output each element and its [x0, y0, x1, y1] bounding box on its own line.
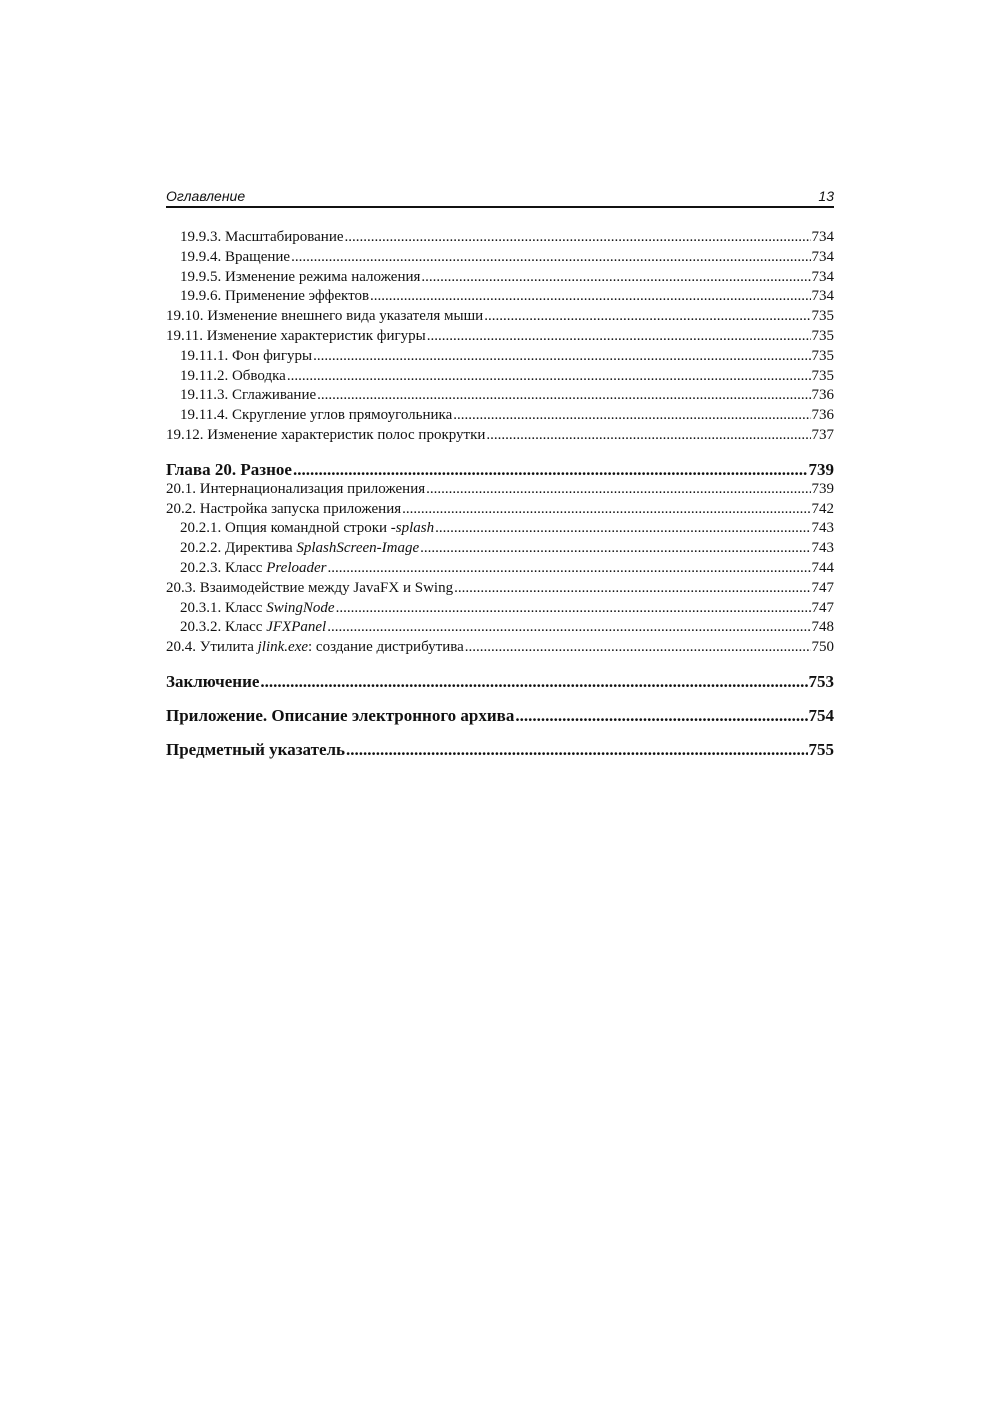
- toc-entry-label: [180, 599, 335, 619]
- toc-entry-label: 19.11.3. Сглаживание: [180, 387, 317, 404]
- toc-entry: [166, 228, 834, 248]
- toc-entry-page: 734: [811, 248, 834, 265]
- toc-chapter: [166, 740, 834, 760]
- toc-entry-label: 19.10. Изменение внешнего вида указателя мыши: [166, 308, 484, 325]
- toc-entry-italic: -splash: [390, 520, 435, 537]
- toc-entry: [166, 559, 834, 579]
- toc-entry-prefix: 20.2.2. Директива: [180, 540, 297, 557]
- toc-entry-page: 748: [811, 619, 834, 636]
- toc-chapter-label: Приложение. Описание электронного архива: [166, 705, 515, 725]
- dot-leader: [370, 287, 810, 307]
- toc-entry-label: [180, 559, 326, 579]
- toc-entry-suffix: : создание дистрибутива: [308, 639, 464, 656]
- dot-leader: [486, 426, 810, 446]
- toc-entry-label: 19.9.3. Масштабирование: [180, 229, 344, 245]
- toc-entry-page: 735: [811, 327, 834, 344]
- dot-leader: [327, 618, 810, 638]
- toc-entry-prefix: 20.2.3. Класс: [180, 559, 267, 576]
- dot-leader: [421, 268, 810, 288]
- dot-leader: [402, 500, 810, 520]
- toc-entry-label: 19.11.1. Фон фигуры: [180, 347, 313, 364]
- toc-chapter-page: 739: [808, 459, 834, 479]
- dot-leader: [515, 706, 807, 726]
- toc-entry: [166, 638, 834, 658]
- toc-entry-label: 19.9.4. Вращение: [180, 248, 291, 265]
- dot-leader: [346, 740, 807, 760]
- dot-leader: [317, 386, 810, 406]
- toc-entry: [166, 307, 834, 327]
- toc-entry-label: 19.11.2. Обводка: [180, 367, 286, 384]
- toc-entry-label: 19.9.5. Изменение режима наложения: [180, 268, 421, 285]
- toc-entry: [166, 327, 834, 347]
- header-page-number: 13: [818, 188, 834, 204]
- toc-entry: [166, 519, 834, 539]
- toc-chapter-label: Предметный указатель: [166, 739, 346, 759]
- toc-entry-italic: SplashScreen-Image: [296, 540, 420, 557]
- table-of-contents: [166, 228, 834, 760]
- toc-entry: [166, 347, 834, 367]
- toc-entry-label: [166, 638, 464, 658]
- dot-leader: [426, 480, 810, 500]
- toc-entry: [166, 367, 834, 387]
- dot-leader: [453, 406, 810, 426]
- toc-entry-italic: jlink.exe: [257, 639, 309, 656]
- dot-leader: [484, 307, 810, 327]
- dot-leader: [427, 327, 811, 347]
- toc-entry-label: [180, 539, 419, 559]
- dot-leader: [465, 638, 811, 658]
- toc-entry-italic: JFXPanel: [266, 619, 327, 636]
- toc-entry-page: 735: [811, 347, 834, 364]
- toc-chapter-label: Глава 20. Разное: [166, 459, 292, 479]
- toc-entry-label: 19.11.4. Скругление углов прямоугольника: [180, 407, 453, 424]
- toc-entry-page: 742: [811, 500, 834, 517]
- dot-leader: [327, 559, 810, 579]
- toc-entry: [166, 268, 834, 288]
- toc-entry-prefix: 20.3.1. Класс: [180, 599, 267, 616]
- toc-entry-page: 750: [811, 639, 834, 656]
- toc-entry: [166, 248, 834, 268]
- dot-leader: [336, 599, 811, 619]
- toc-entry-page: 744: [811, 559, 834, 576]
- toc-entry: [166, 386, 834, 406]
- toc-entry: [166, 579, 834, 599]
- toc-entry-page: 735: [811, 367, 834, 384]
- toc-chapter-page: 753: [808, 671, 834, 691]
- toc-entry-label: 20.1. Интернационализация приложения: [166, 480, 426, 497]
- toc-entry: [166, 406, 834, 426]
- toc-entry-page: 734: [811, 229, 834, 245]
- toc-entry-label: 19.12. Изменение характеристик полос прокрутки: [166, 426, 486, 443]
- toc-entry-page: 734: [811, 268, 834, 285]
- toc-chapter: [166, 672, 834, 692]
- dot-leader: [435, 519, 810, 539]
- toc-chapter-label: Заключение: [166, 671, 260, 691]
- toc-entry-page: 747: [811, 579, 834, 596]
- dot-leader: [313, 347, 810, 367]
- toc-entry-italic: Preloader: [266, 559, 327, 576]
- toc-entry-label: 20.3. Взаимодействие между JavaFX и Swing: [166, 579, 454, 596]
- header-title: Оглавление: [166, 188, 246, 204]
- toc-entry: [166, 618, 834, 638]
- toc-entry-italic: SwingNode: [266, 599, 335, 616]
- dot-leader: [454, 579, 810, 599]
- toc-entry-page: 747: [811, 599, 834, 616]
- toc-entry: [166, 500, 834, 520]
- toc-chapter: [166, 460, 834, 480]
- toc-entry-page: 736: [811, 387, 834, 404]
- toc-entry: [166, 287, 834, 307]
- toc-entry-page: 735: [811, 308, 834, 325]
- toc-entry-prefix: 20.2.1. Опция командной строки: [180, 520, 391, 537]
- toc-entry-label: 19.11. Изменение характеристик фигуры: [166, 327, 426, 344]
- toc-entry-label: 19.9.6. Применение эффектов: [180, 288, 370, 305]
- toc-chapter-page: 754: [808, 705, 834, 725]
- running-header: [166, 186, 834, 208]
- toc-entry-label: [180, 618, 326, 638]
- toc-entry-page: 734: [811, 288, 834, 305]
- toc-entry-label: [180, 519, 434, 539]
- toc-entry-prefix: 20.3.2. Класс: [180, 619, 267, 636]
- dot-leader: [287, 367, 811, 387]
- toc-entry-prefix: 20.4. Утилита: [166, 639, 258, 656]
- dot-leader: [260, 672, 807, 692]
- toc-entry-page: 739: [811, 480, 834, 497]
- toc-entry: [166, 599, 834, 619]
- toc-chapter: [166, 706, 834, 726]
- toc-entry-page: 737: [811, 426, 834, 443]
- dot-leader: [345, 228, 811, 248]
- toc-entry-label: 20.2. Настройка запуска приложения: [166, 500, 402, 517]
- toc-entry: [166, 480, 834, 500]
- toc-chapter-page: 755: [808, 739, 834, 759]
- toc-entry-page: 743: [811, 520, 834, 537]
- toc-entry: [166, 539, 834, 559]
- dot-leader: [293, 460, 808, 480]
- dot-leader: [291, 248, 810, 268]
- toc-entry: [166, 426, 834, 446]
- toc-entry-page: 743: [811, 540, 834, 557]
- toc-entry-page: 736: [811, 407, 834, 424]
- dot-leader: [420, 539, 810, 559]
